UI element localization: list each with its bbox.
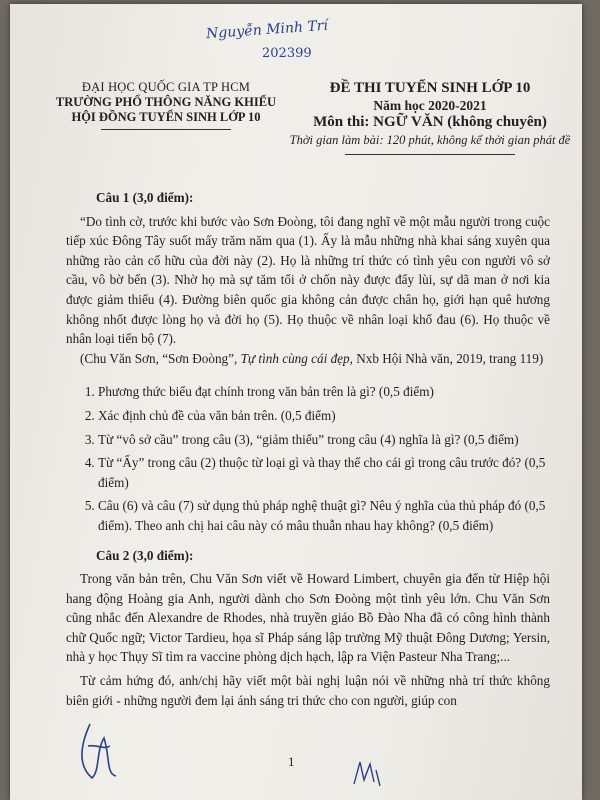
question-1-item: 5. Câu (6) và câu (7) sử dụng thủ pháp nghệ thuật gì? Nêu ý nghĩa của thủ pháp đó (0,5 điểm). Theo anh chị hai câu này có mâu thuẫn nhau hay không? (0,5 điểm) bbox=[98, 496, 550, 535]
exam-body bbox=[66, 188, 550, 710]
question-1-item: 3. Từ “vô sở cầu” trong câu (3), “giảm thiểu” trong câu (4) nghĩa là gì? (0,5 điểm) bbox=[98, 430, 550, 450]
university-name: ĐẠI HỌC QUỐC GIA TP HCM bbox=[81, 80, 251, 94]
question-1-items bbox=[66, 382, 550, 535]
exam-header bbox=[282, 80, 578, 155]
council-name: HỘI ĐỒNG TUYỂN SINH LỚP 10 bbox=[71, 110, 261, 124]
question-2-paragraph-1: Trong văn bản trên, Chu Văn Sơn viết về Howard Limbert, chuyên gia đến từ Hiệp hội hang động Hoàng gia Anh, người dành cho Sơn Đoòng một tình yêu lớn. Chu Văn Sơn cũng nhắc đến Alexandre de Rhodes, nhà truyền giáo Bồ Đào Nha đã có công hình thành chữ Quốc ngữ; Victor Tardieu, họa sĩ Pháp sáng lập trường Mỹ thuật Đông Dương; Yersin, nhà y học Thụy Sĩ tìm ra vaccine phòng dịch hạch, lập ra Viện Pasteur Nha Trang;... bbox=[66, 571, 550, 665]
exam-time: Thời gian làm bài: 120 phút, không kể thời gian phát đề bbox=[289, 133, 571, 147]
page-number: 1 bbox=[288, 754, 295, 769]
exam-subject: Môn thi: NGỮ VĂN (không chuyên) bbox=[313, 114, 547, 130]
citation-post: , Nxb Hội Nhà văn, 2019, trang 119) bbox=[349, 350, 544, 366]
handwritten-name: Nguyễn Minh Trí bbox=[205, 17, 329, 43]
question-2-paragraph-2: Từ cảm hứng đó, anh/chị hãy viết một bài nghị luận nói về những nhà trí thức không biên giới - những người đem lại ánh sáng tri thức cho con người, giúp con bbox=[66, 673, 550, 708]
school-name: TRƯỜNG PHỔ THÔNG NĂNG KHIẾU bbox=[55, 95, 277, 109]
exam-sheet bbox=[10, 4, 582, 800]
question-1-item: 2. Xác định chủ đề của văn bản trên. (0,5 điểm) bbox=[98, 406, 550, 426]
citation-pre: (Chu Văn Sơn, “Sơn Đoòng”, bbox=[80, 350, 241, 366]
signature-mark bbox=[70, 716, 130, 786]
question-1-title: Câu 1 (3,0 điểm): bbox=[96, 190, 194, 205]
header-left-rule bbox=[101, 129, 231, 130]
exam-title: ĐỀ THI TUYỂN SINH LỚP 10 bbox=[329, 80, 531, 96]
question-1-passage: “Do tình cờ, trước khi bước vào Sơn Đoòng, tôi đang nghĩ về một mẫu người trong cuộc tiếp xúc Đông Tây suốt mấy trăm năm qua (1). Ấy là mẫu những nhà khai sáng xuyên qua những rào cản cố hữu của đời này (2). Họ là những trí thức có tình yêu con người vô sở cầu, vô bờ bến (3). Nhờ họ mà sự tăm tối ở chốn này được đẩy lùi, sự dã man ở nơi kia được giảm thiểu (4). Đường biên quốc gia không cản được chân họ, giới hạn quê hương không nhốt được lòng họ và đời họ (5). Họ thuộc về nhân loại khổ đau (6). Họ thuộc về nhân loại tiến bộ (7). bbox=[66, 213, 550, 347]
header-right-rule bbox=[345, 154, 515, 155]
question-1-item: 4. Từ “Ấy” trong câu (2) thuộc từ loại gì và thay thế cho cái gì trong câu trước đó? (0,5 điểm) bbox=[98, 453, 550, 492]
school-year: Năm học 2020-2021 bbox=[373, 98, 487, 113]
question-2-title: Câu 2 (3,0 điểm): bbox=[96, 547, 194, 563]
question-1-item: 1. Phương thức biểu đạt chính trong văn bản trên là gì? (0,5 điểm) bbox=[98, 382, 550, 402]
handwritten-code: 202399 bbox=[262, 46, 312, 61]
institution-header bbox=[42, 80, 290, 130]
passage-citation bbox=[66, 349, 550, 369]
citation-book: Tự tình cùng cái đẹp bbox=[240, 350, 350, 366]
initials-mark bbox=[350, 756, 384, 790]
